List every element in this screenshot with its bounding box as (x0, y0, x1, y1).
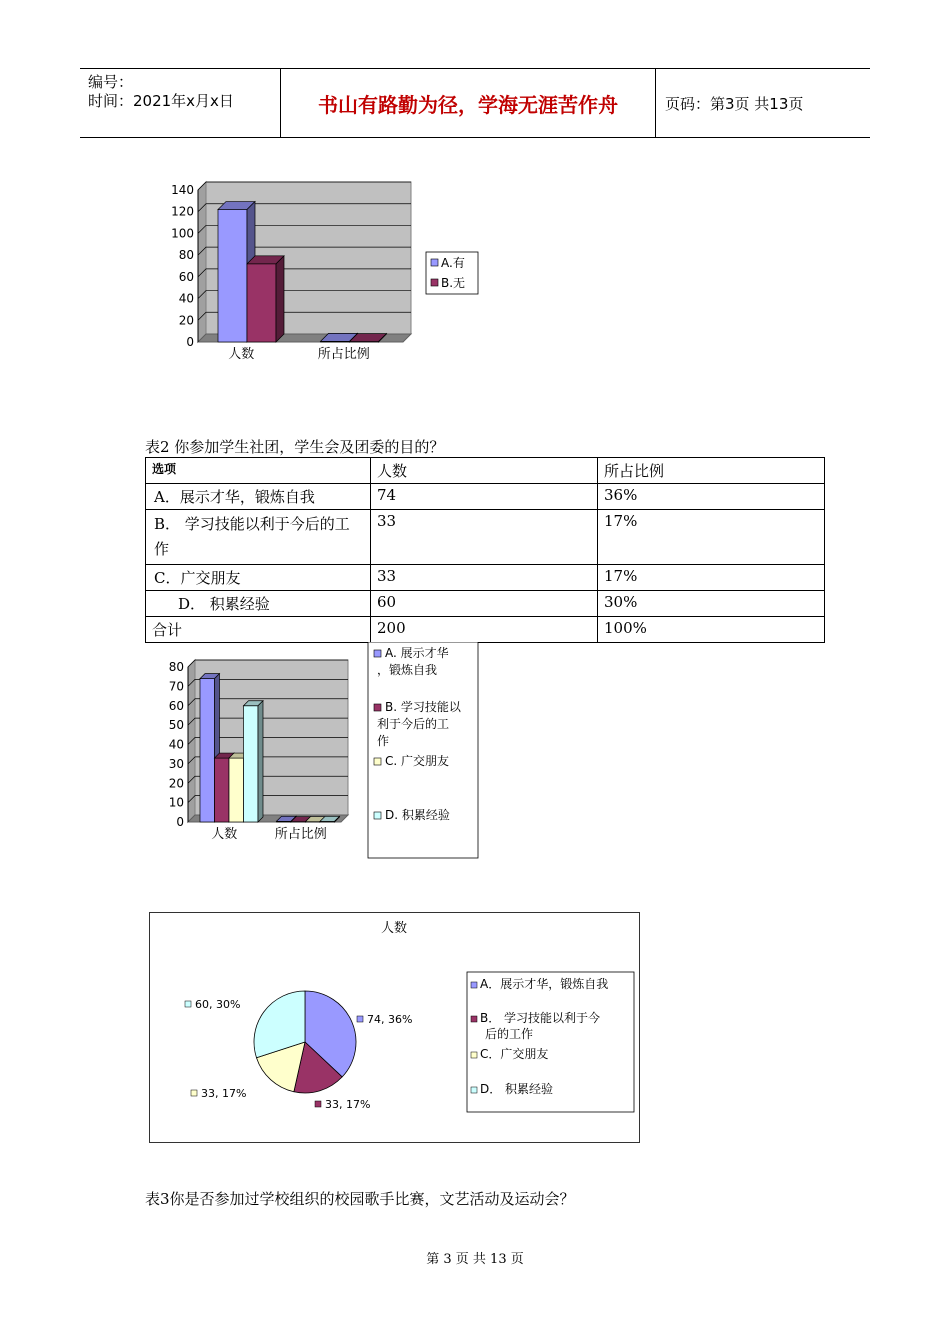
table-row (146, 510, 825, 565)
bar-0-3 (244, 706, 259, 822)
chart-2-bar-chart (145, 642, 485, 862)
legend-swatch (374, 758, 381, 765)
table-cell: 合计 (146, 617, 371, 643)
data-label-swatch (357, 1016, 363, 1022)
table-cell: 200 (371, 617, 598, 643)
legend-swatch (374, 704, 381, 711)
header-motto: 书山有路勤为径，学海无涯苦作舟 (280, 69, 656, 137)
document-number-label: 编号： (88, 73, 134, 91)
table-cell: C．广交朋友 (146, 565, 371, 591)
legend-label: A．展示才华，锻炼自我 (480, 977, 609, 991)
data-label-swatch (315, 1101, 321, 1107)
chart-3-pie-chart (149, 912, 641, 1144)
y-tick-label: 60 (178, 269, 194, 284)
legend-label: B． 学习技能以利于今后的工作 (480, 1011, 601, 1041)
table-header-cell: 人数 (371, 458, 598, 484)
y-tick-label: 70 (168, 679, 184, 694)
table-cell: B． 学习技能以利于今后的工作 (146, 510, 371, 565)
x-tick-label: 人数 (211, 827, 238, 842)
bar-side (276, 256, 284, 342)
table-3-caption: 表3你是否参加过学校组织的校园歌手比赛，文艺活动及运动会？ (145, 1190, 575, 1208)
header-page-label: 页码：第3页 共13页 (665, 94, 804, 113)
y-tick-label: 40 (168, 737, 184, 752)
legend-label: B. 学习技能以利于今后的工作 (377, 700, 461, 748)
table-cell: 36% (598, 484, 825, 510)
legend-label: A.有 (441, 256, 465, 270)
table-cell: D． 积累经验 (146, 591, 371, 617)
data-label-swatch (191, 1090, 197, 1096)
legend-swatch (374, 650, 381, 657)
document-date-label: 时间：2021年x月x日 (88, 92, 234, 110)
legend-swatch (471, 982, 477, 988)
data-label: 60, 30% (195, 998, 241, 1011)
legend-swatch (471, 1016, 477, 1022)
table-cell: 30% (598, 591, 825, 617)
table-row (146, 484, 825, 510)
bar-0-0 (200, 679, 215, 822)
y-tick-label: 0 (186, 335, 194, 349)
table-row (146, 565, 825, 591)
y-tick-label: 40 (178, 291, 194, 306)
table-header-cell: 所占比例 (598, 458, 825, 484)
data-label: 33, 17% (201, 1087, 247, 1100)
page-footer: 第 3 页 共 13 页 (426, 1252, 524, 1267)
bar-0-1 (215, 758, 230, 822)
data-label: 33, 17% (325, 1098, 371, 1111)
table-cell: A．展示才华，锻炼自我 (146, 484, 371, 510)
legend-label: B.无 (441, 276, 466, 290)
table-cell: 60 (371, 591, 598, 617)
table-cell: 74 (371, 484, 598, 510)
table-cell: 100% (598, 617, 825, 643)
chart-side-wall (198, 182, 206, 342)
y-tick-label: 140 (171, 183, 194, 197)
legend-label: D. 积累经验 (385, 808, 450, 822)
table-2-caption: 表2 你参加学生社团，学生会及团委的目的？ (145, 438, 445, 456)
y-tick-label: 80 (168, 660, 184, 674)
table-cell: 33 (371, 510, 598, 565)
table-2 (145, 457, 825, 643)
table-header-row (146, 458, 825, 484)
legend-swatch (431, 279, 438, 286)
y-tick-label: 10 (168, 795, 184, 810)
bar-0-1 (247, 264, 276, 342)
y-tick-label: 20 (178, 313, 194, 328)
x-tick-label: 所占比例 (317, 347, 370, 362)
chart-1-bar-chart (150, 170, 490, 370)
legend-swatch (471, 1087, 477, 1093)
y-tick-label: 30 (168, 756, 184, 771)
page-header (80, 68, 870, 138)
table-row (146, 617, 825, 643)
y-tick-label: 0 (176, 815, 184, 829)
data-label: 74, 36% (367, 1013, 413, 1026)
y-tick-label: 60 (168, 698, 184, 713)
legend-swatch (374, 812, 381, 819)
x-tick-label: 人数 (228, 347, 255, 362)
legend-swatch (471, 1052, 477, 1058)
legend-label: C．广交朋友 (480, 1047, 549, 1061)
bar-0-2 (229, 758, 244, 822)
x-tick-label: 所占比例 (274, 827, 327, 842)
y-tick-label: 120 (171, 204, 194, 219)
table-row (146, 591, 825, 617)
legend-swatch (431, 259, 438, 266)
table-cell: 33 (371, 565, 598, 591)
legend-label: A. 展示才华，锻炼自我 (377, 646, 449, 677)
legend-label: D． 积累经验 (480, 1082, 554, 1096)
y-tick-label: 80 (178, 248, 194, 263)
header-left-cell (80, 69, 280, 137)
table-header-cell: 选项 (146, 458, 371, 484)
y-tick-label: 20 (168, 776, 184, 791)
table-cell: 17% (598, 565, 825, 591)
bar-0-0 (218, 210, 247, 342)
y-tick-label: 50 (168, 718, 184, 733)
data-label-swatch (185, 1001, 191, 1007)
y-tick-label: 100 (171, 226, 194, 241)
bar-side (258, 701, 263, 822)
legend-label: C. 广交朋友 (385, 754, 450, 768)
table-cell: 17% (598, 510, 825, 565)
chart-title: 人数 (380, 921, 408, 936)
